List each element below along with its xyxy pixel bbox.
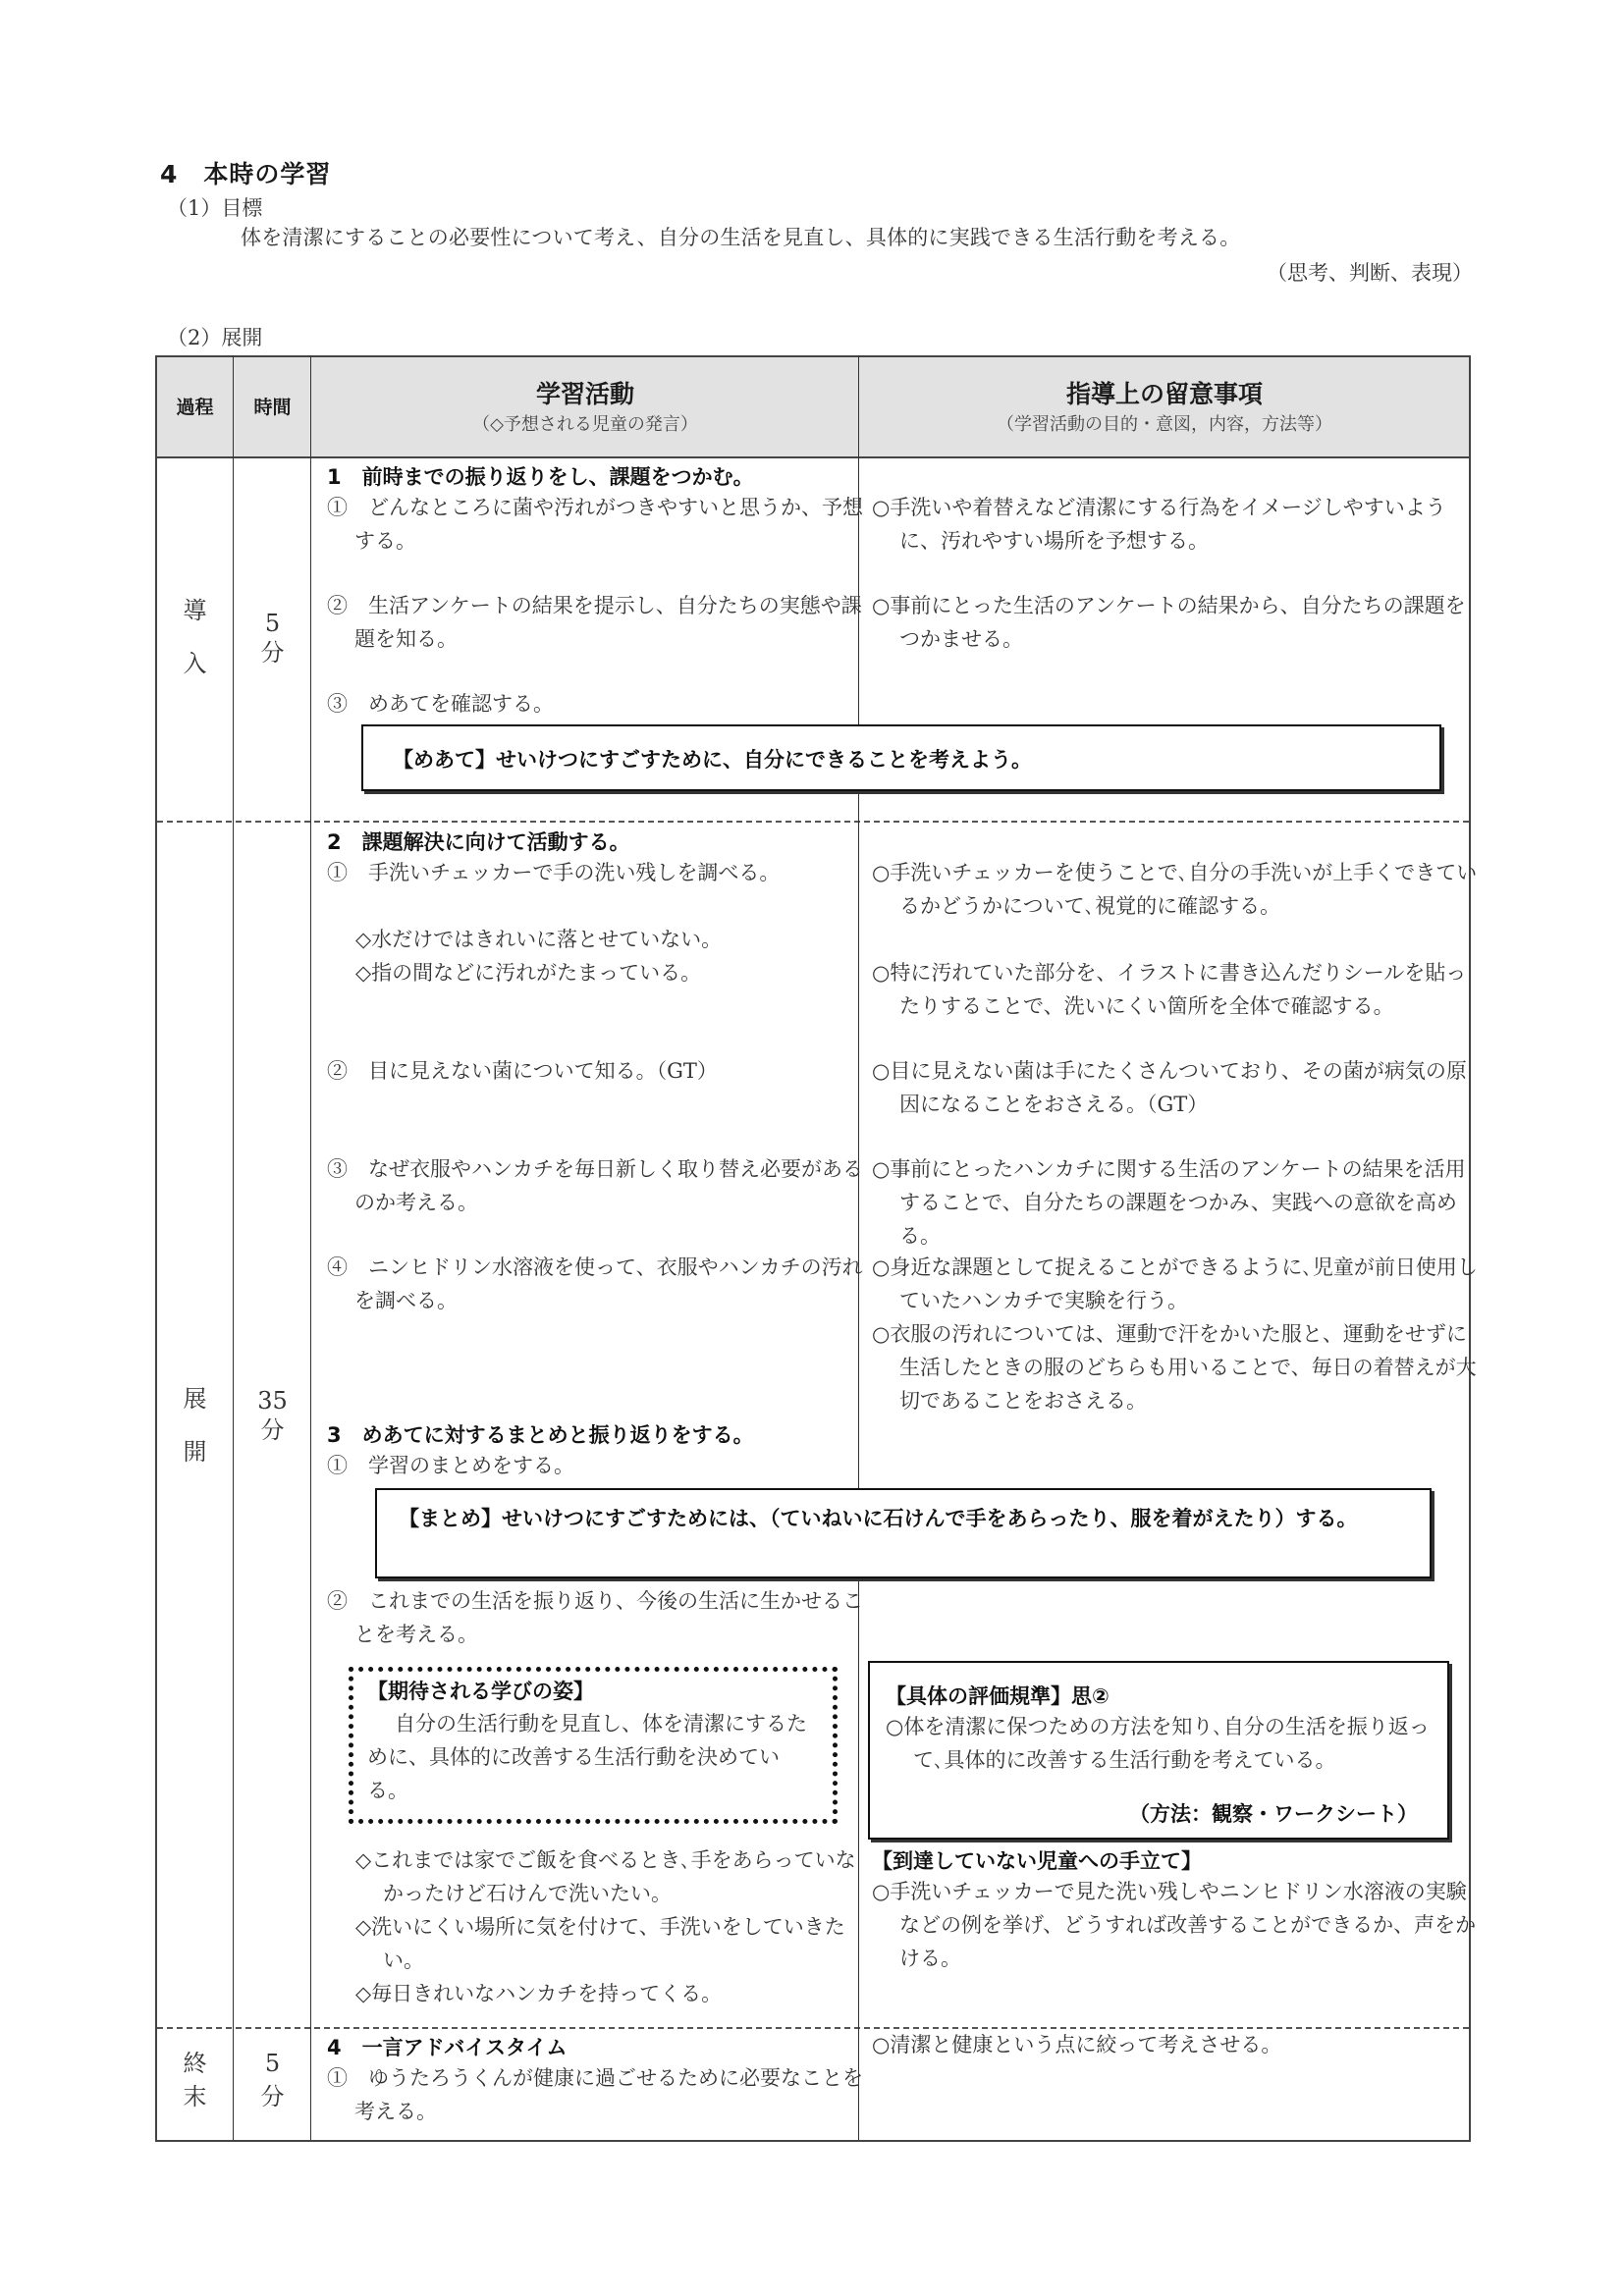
note-2-3: ○目に見えない菌は手にたくさんついており、その菌が病気の原因になることをおさえる。（GT） [872, 1059, 1467, 1116]
note-2-1: ○手洗いチェッカーを使うことで､自分の手洗いが上手くできているかどうかについて､視覚的に確認する。 [872, 861, 1478, 918]
expected-learning-title: 【期待される学びの姿】 [367, 1680, 594, 1703]
time-closing [235, 2047, 310, 2113]
note-1-2: ○事前にとった生活のアンケートの結果から、自分たちの課題をつかませる。 [872, 594, 1466, 651]
header-activity: 学習活動 [535, 380, 634, 408]
note-1-1: ○手洗いや着替えなど清潔にする行為をイメージしやすいように、汚れやすい場所を予想する。 [872, 496, 1446, 553]
time-unit: 分 [260, 639, 285, 667]
header-activity-note: （◇予想される児童の発言） [472, 414, 698, 435]
expected-voice-1: ◇これまでは家でご飯を食べるとき､手をあらっていなかったけど石けんで洗いたい。 [355, 1848, 856, 1905]
process-intro [157, 584, 233, 690]
evaluation-criteria-box [868, 1661, 1449, 1840]
time-intro [235, 609, 310, 667]
voice-2-1a: ◇水だけではきれいに落とせていない。 [355, 928, 723, 951]
note-2-2: ○特に汚れていた部分を、イラストに書き込んだりシールを貼ったりすることで、洗いにくい箇所を全体で確認する。 [872, 961, 1467, 1018]
expected-learning-box [349, 1667, 838, 1824]
expected-learning-text: 自分の生活行動を見直し、体を清潔にするために、具体的に改善する生活行動を決めている。 [367, 1712, 807, 1802]
note-4-1: ○清潔と健康という点に絞って考えさせる。 [872, 2033, 1282, 2056]
header-time: 時間 [253, 397, 292, 418]
process-char: 入 [183, 650, 207, 677]
step-1-title: 1 前時までの振り返りをし、課題をつかむ。 [327, 465, 754, 489]
support-title: 【到達していない児童への手立て】 [872, 1849, 1202, 1873]
evaluation-criteria-title: 【具体の評価規準】思② [886, 1684, 1110, 1708]
process-char: 展 [183, 1385, 207, 1413]
goal-evaluation-note: （思考、判断、表現） [1267, 261, 1473, 285]
note-2-4: ○事前にとったハンカチに関する生活のアンケートの結果を活用することで、自分たちの課題をつかみ、実践への意欲を高める。 [872, 1157, 1466, 1248]
note-2-5: ○身近な課題として捉えることができるように､児童が前日使用していたハンカチで実験を行う。 [872, 1255, 1478, 1312]
note-2-6: ○衣服の汚れについては、運動で汗をかいた服と、運動をせずに生活したときの服のどちらも用いることで、毎日の着替えが大切であることをおさえる。 [872, 1322, 1477, 1413]
process-char: 終 [183, 2050, 207, 2077]
step-4-title: 4 一言アドバイスタイム [327, 2036, 568, 2059]
column-divider-1 [233, 355, 234, 2140]
goal-text: 体を清潔にすることの必要性について考え、自分の生活を見直し、具体的に実践できる生活行動を考える。 [241, 226, 1241, 249]
goal-heading: （1）目標 [167, 196, 263, 220]
process-char: 開 [183, 1438, 207, 1466]
process-closing [157, 2047, 233, 2113]
section-title: 4 本時の学習 [160, 160, 332, 188]
time-unit: 分 [260, 1416, 285, 1444]
header-guidance: 指導上の留意事項 [1065, 380, 1263, 408]
header-divider [155, 456, 1469, 458]
summary-box [375, 1488, 1432, 1578]
process-char: 末 [183, 2083, 207, 2110]
activity-4-1: ① ゆうたろうくんが健康に過ごせるために必要なことを考える。 [327, 2066, 863, 2123]
activity-1-2: ② 生活アンケートの結果を提示し、自分たちの実態や課題を知る。 [327, 594, 862, 651]
voice-2-1b: ◇指の間などに汚れがたまっている。 [355, 961, 702, 985]
time-unit: 分 [260, 2083, 285, 2110]
evaluation-criteria-text: ○体を清潔に保つための方法を知り､自分の生活を振り返って､具体的に改善する生活行動を考えている。 [886, 1715, 1430, 1772]
activity-2-4: ④ ニンヒドリン水溶液を使って、衣服やハンカチの汚れを調べる。 [327, 1255, 863, 1312]
time-value: 35 [257, 1387, 288, 1415]
activity-2-3: ③ なぜ衣服やハンカチを毎日新しく取り替え必要があるのか考える。 [327, 1157, 863, 1214]
activity-3-2: ② これまでの生活を振り返り、今後の生活に生かせることを考える。 [327, 1589, 863, 1646]
time-development [235, 1386, 310, 1445]
header-process: 過程 [176, 397, 214, 418]
activity-1-1: ① どんなところに菌や汚れがつきやすいと思うか、予想する。 [327, 496, 863, 553]
expected-voice-3: ◇毎日きれいなハンカチを持ってくる。 [355, 1982, 723, 2005]
goal-box [361, 724, 1441, 791]
column-divider-2 [310, 355, 311, 2140]
time-value: 5 [264, 610, 281, 637]
activity-2-2: ② 目に見えない菌について知る。（GT） [327, 1059, 718, 1083]
expected-voice-2: ◇洗いにくい場所に気を付けて、手洗いをしていきたい。 [355, 1915, 845, 1972]
activity-3-1: ① 学習のまとめをする。 [327, 1454, 574, 1477]
process-development [157, 1372, 233, 1478]
process-char: 導 [183, 597, 207, 624]
development-heading: （2）展開 [167, 326, 263, 349]
header-guidance-note: （学習活動の目的・意図，内容，方法等） [997, 414, 1332, 435]
evaluation-method: （方法：観察・ワークシート） [1129, 1802, 1418, 1826]
summary-box-text: 【まとめ】せいけつにすごすためには、（ていねいに石けんで手をあらったり、服を着がえたり）する。 [399, 1507, 1358, 1530]
goal-box-text: 【めあて】せいけつにすごすために、自分にできることを考えよう。 [393, 748, 1032, 772]
support-text: ○手洗いチェッカーで見た洗い残しやニンヒドリン水溶液の実験などの例を挙げ、どうすれば改善することができるか、声をかける。 [872, 1880, 1477, 1970]
step-3-title: 3 めあてに対するまとめと振り返りをする。 [327, 1423, 754, 1447]
activity-1-3: ③ めあてを確認する。 [327, 692, 554, 716]
time-value: 5 [264, 2050, 281, 2077]
activity-2-1: ① 手洗いチェッカーで手の洗い残しを調べる。 [327, 861, 781, 884]
row-divider-intro [157, 821, 1469, 823]
step-2-title: 2 課題解決に向けて活動する。 [327, 830, 630, 854]
